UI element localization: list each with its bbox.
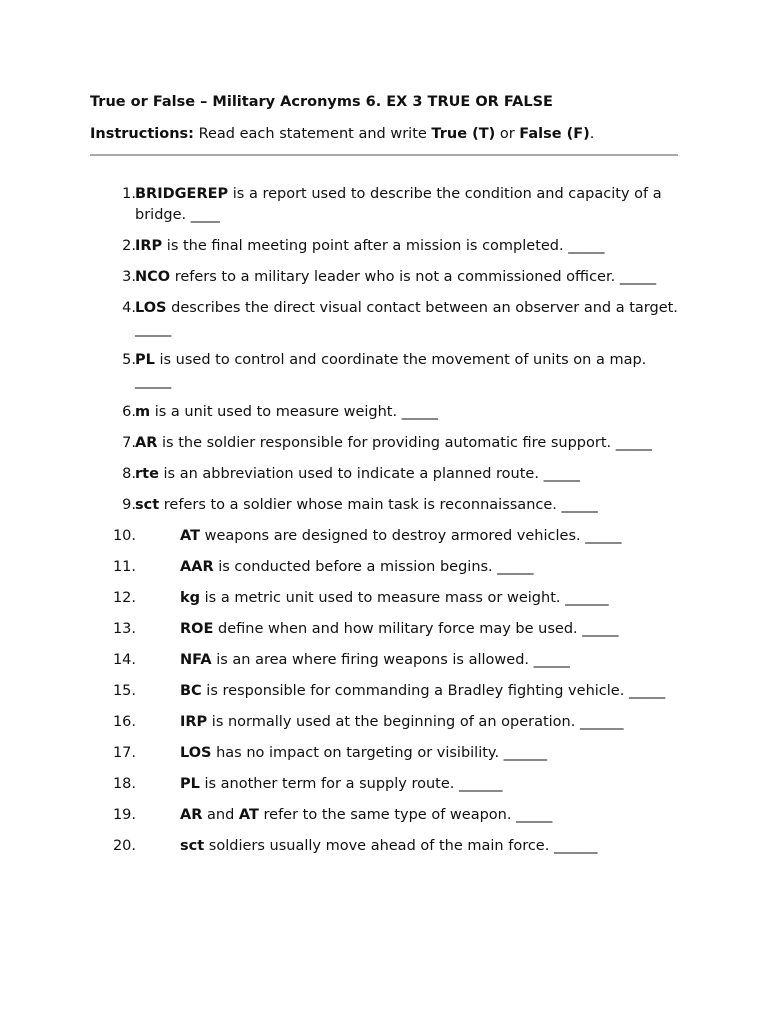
statement-item: [90, 619, 678, 640]
answer-blank[interactable]: _____: [582, 621, 619, 637]
statement-number: 20.: [112, 838, 136, 854]
statement-item: [90, 836, 678, 857]
statement-number: 15.: [112, 683, 136, 699]
statement-number: 9.: [122, 497, 136, 513]
statement-body: weapons are designed to destroy armored vehicles.: [200, 528, 586, 544]
statement-body: is a metric unit used to measure mass or weight.: [200, 590, 566, 606]
statement-item: [90, 557, 678, 578]
statement-text: [90, 619, 678, 640]
statement-list: [90, 184, 678, 857]
statement-text: [90, 267, 678, 288]
statement-body: is a report used to describe the condition and capacity of a bridge.: [135, 186, 662, 223]
statement-number: 4.: [122, 300, 136, 316]
statement-number: 16.: [112, 714, 136, 730]
statement-body: soldiers usually move ahead of the main force.: [204, 838, 554, 854]
statement-text: [90, 298, 678, 340]
answer-blank[interactable]: ____: [190, 207, 220, 223]
answer-blank[interactable]: _____: [401, 404, 438, 420]
statement-number: 19.: [112, 807, 136, 823]
statement-number: 8.: [122, 466, 136, 482]
acronym-term: PL: [180, 776, 200, 792]
acronym-term: LOS: [180, 745, 212, 761]
answer-blank[interactable]: ______: [565, 590, 609, 606]
acronym-term: AT: [238, 807, 259, 823]
statement-item: [90, 650, 678, 671]
statement-body: is normally used at the beginning of an operation.: [207, 714, 580, 730]
statement-number: 17.: [112, 745, 136, 761]
statement-item: [90, 495, 678, 516]
statement-body: describes the direct visual contact between an observer and a target.: [166, 300, 678, 316]
statement-item: [90, 350, 678, 392]
divider: [90, 154, 678, 156]
instructions-true: True (T): [431, 126, 496, 142]
instructions-label: Instructions:: [90, 126, 194, 142]
statement-body: is an abbreviation used to indicate a planned route.: [158, 466, 544, 482]
statement-item: [90, 743, 678, 764]
statement-number: 18.: [112, 776, 136, 792]
statement-text: [90, 526, 678, 547]
answer-blank[interactable]: ______: [553, 838, 598, 854]
statement-text: [90, 588, 678, 609]
statement-text: [90, 184, 678, 226]
instructions: [90, 124, 678, 144]
statement-item: [90, 236, 678, 257]
statement-text: [90, 433, 678, 454]
statement-number: 6.: [122, 404, 136, 420]
instructions-end: .: [589, 126, 595, 142]
instructions-false: False (F): [519, 126, 590, 142]
statement-number: 7.: [122, 435, 136, 451]
instructions-or: or: [495, 126, 520, 142]
statement-text: [90, 743, 678, 764]
statement-body: is a unit used to measure weight.: [150, 404, 402, 420]
statement-body: is the final meeting point after a mission is completed.: [162, 238, 569, 254]
statement-item: [90, 681, 678, 702]
statement-body: is an area where firing weapons is allowed.: [211, 652, 534, 668]
statement-item: [90, 526, 678, 547]
answer-blank[interactable]: ______: [579, 714, 624, 730]
statement-number: 3.: [122, 269, 136, 285]
acronym-term: ROE: [180, 621, 214, 637]
answer-blank[interactable]: ______: [458, 776, 503, 792]
statement-number: 12.: [112, 590, 136, 606]
acronym-term: AT: [180, 528, 200, 544]
statement-number: 5.: [122, 352, 136, 368]
statement-item: [90, 774, 678, 795]
acronym-term: AR: [180, 807, 203, 823]
acronym-term: BC: [180, 683, 202, 699]
acronym-term: AR: [135, 435, 158, 451]
statement-text: [90, 495, 678, 516]
statement-item: [90, 402, 678, 423]
statement-body: refers to a soldier whose main task is reconnaissance.: [159, 497, 562, 513]
instructions-text: Read each statement and write: [193, 126, 432, 142]
statement-text: [90, 464, 678, 485]
statement-item: [90, 298, 678, 340]
acronym-term: m: [135, 404, 151, 420]
answer-blank[interactable]: _____: [497, 559, 534, 575]
acronym-term: NFA: [180, 652, 212, 668]
statement-item: [90, 464, 678, 485]
statement-body: define when and how military force may be used.: [213, 621, 583, 637]
statement-number: 10.: [112, 528, 136, 544]
acronym-term: BRIDGEREP: [135, 186, 229, 202]
statement-body: is responsible for commanding a Bradley fighting vehicle.: [201, 683, 629, 699]
statement-item: [90, 712, 678, 733]
answer-blank[interactable]: _____: [568, 238, 605, 254]
acronym-term: AAR: [180, 559, 214, 575]
acronym-term: kg: [180, 590, 201, 606]
answer-blank[interactable]: _____: [628, 683, 666, 699]
acronym-term: PL: [135, 352, 155, 368]
statement-body: has no impact on targeting or visibility.: [211, 745, 504, 761]
statement-text: [90, 774, 678, 795]
statement-body: refers to a military leader who is not a commissioned officer.: [170, 269, 620, 285]
acronym-term: IRP: [180, 714, 208, 730]
statement-text: [90, 805, 678, 826]
worksheet-title: True or False – Military Acronyms 6. EX 3 TRUE OR FALSE: [90, 94, 553, 110]
answer-blank[interactable]: _____: [543, 466, 580, 482]
acronym-term: IRP: [135, 238, 163, 254]
answer-blank[interactable]: _____: [135, 373, 172, 389]
statement-number: 14.: [112, 652, 136, 668]
statement-text: [90, 681, 678, 702]
statement-number: 11.: [112, 559, 136, 575]
acronym-term: rte: [135, 466, 159, 482]
acronym-term: NCO: [135, 269, 171, 285]
acronym-term: LOS: [135, 300, 167, 316]
statement-number: 13.: [112, 621, 136, 637]
statement-number: 1.: [122, 186, 136, 202]
answer-blank[interactable]: _____: [561, 497, 598, 513]
statement-item: [90, 805, 678, 826]
statement-text: [90, 350, 678, 392]
answer-blank[interactable]: _____: [516, 807, 553, 823]
statement-item: [90, 433, 678, 454]
statement-body: is another term for a supply route.: [199, 776, 459, 792]
answer-blank[interactable]: _____: [619, 269, 657, 285]
answer-blank[interactable]: _____: [585, 528, 622, 544]
statement-text: [90, 712, 678, 733]
statement-body: is used to control and coordinate the movement of units on a map.: [154, 352, 647, 368]
statement-text: [90, 650, 678, 671]
statement-text: [90, 557, 678, 578]
statement-item: [90, 588, 678, 609]
statement-body: refer to the same type of weapon.: [258, 807, 517, 823]
statement-item: [90, 184, 678, 226]
answer-blank[interactable]: _____: [615, 435, 652, 451]
statement-body: and: [202, 807, 239, 823]
statement-body: is conducted before a mission begins.: [213, 559, 498, 575]
statement-text: [90, 236, 678, 257]
worksheet-page: [90, 92, 678, 867]
answer-blank[interactable]: ______: [503, 745, 548, 761]
statement-body: is the soldier responsible for providing automatic fire support.: [157, 435, 616, 451]
statement-number: 2.: [122, 238, 136, 254]
acronym-term: sct: [135, 497, 160, 513]
answer-blank[interactable]: _____: [533, 652, 570, 668]
statement-text: [90, 836, 678, 857]
acronym-term: sct: [180, 838, 205, 854]
answer-blank[interactable]: _____: [135, 321, 172, 337]
statement-text: [90, 402, 678, 423]
statement-item: [90, 267, 678, 288]
